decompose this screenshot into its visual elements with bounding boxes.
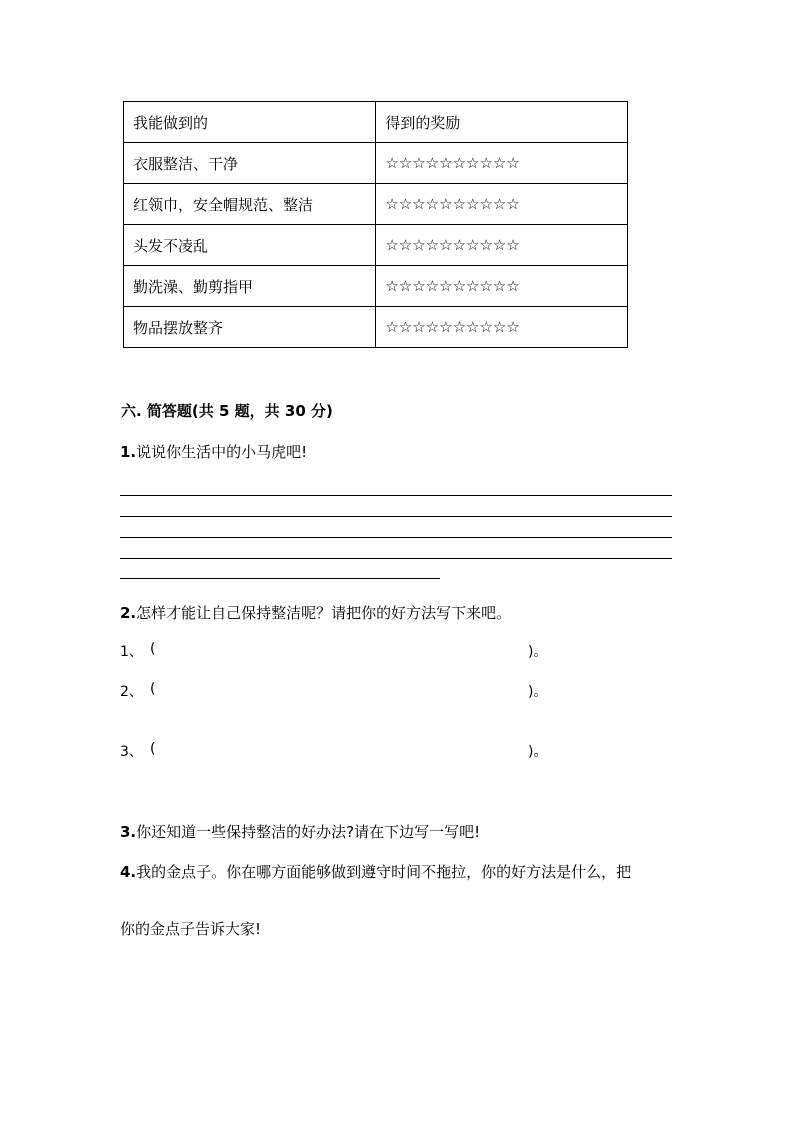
blank-open-paren: ( — [150, 641, 156, 657]
blank-open-paren: ( — [150, 681, 156, 697]
table-header-cell: 得到的奖励 — [376, 102, 628, 143]
table-cell-stars: ☆☆☆☆☆☆☆☆☆☆ — [376, 266, 628, 307]
fill-blank-row[interactable] — [120, 681, 560, 701]
table-cell-item: 衣服整洁、干净 — [124, 143, 376, 184]
table-row — [124, 266, 628, 307]
question-text: 怎样才能让自己保持整洁呢？请把你的好方法写下来吧。 — [136, 604, 512, 622]
table-cell-stars: ☆☆☆☆☆☆☆☆☆☆ — [376, 225, 628, 266]
question-number: 1. — [120, 443, 137, 461]
question-text: 我的金点子。你在哪方面能够做到遵守时间不拖拉，你的好方法是什么，把 — [136, 863, 632, 881]
question-number: 4. — [120, 863, 137, 881]
blank-index: 2、 — [120, 684, 143, 700]
answer-line[interactable] — [120, 516, 672, 517]
blank-open-paren: ( — [150, 741, 156, 757]
table-cell-item: 红领巾，安全帽规范、整洁 — [124, 184, 376, 225]
reward-table — [123, 101, 628, 348]
question-text: 你还知道一些保持整洁的好办法?请在下边写一写吧! — [136, 823, 481, 841]
table-cell-item: 物品摆放整齐 — [124, 307, 376, 348]
table-header-cell: 我能做到的 — [124, 102, 376, 143]
table-row — [124, 143, 628, 184]
question-4-continuation: 你的金点子告诉大家! — [120, 920, 262, 938]
table-cell-stars: ☆☆☆☆☆☆☆☆☆☆ — [376, 184, 628, 225]
question-1 — [120, 441, 307, 462]
table-row — [124, 184, 628, 225]
question-3 — [120, 821, 480, 842]
table-cell-item: 头发不凌乱 — [124, 225, 376, 266]
table-row — [124, 225, 628, 266]
answer-line[interactable] — [120, 558, 672, 559]
blank-close-paren: )。 — [528, 744, 548, 760]
section-title: 六. 简答题(共 5 题，共 30 分) — [121, 402, 333, 420]
question-2 — [120, 602, 511, 623]
answer-line[interactable] — [120, 495, 672, 496]
fill-blank-row[interactable] — [120, 641, 560, 661]
answer-line[interactable] — [120, 578, 440, 579]
blank-index: 1、 — [120, 644, 143, 660]
blank-close-paren: )。 — [528, 684, 548, 700]
question-text: 说说你生活中的小马虎吧! — [136, 443, 308, 461]
question-4 — [120, 861, 631, 882]
blank-index: 3、 — [120, 744, 143, 760]
table-cell-stars: ☆☆☆☆☆☆☆☆☆☆ — [376, 143, 628, 184]
fill-blank-row[interactable] — [120, 741, 560, 761]
table-cell-stars: ☆☆☆☆☆☆☆☆☆☆ — [376, 307, 628, 348]
question-number: 3. — [120, 823, 137, 841]
table-row — [124, 307, 628, 348]
blank-close-paren: )。 — [528, 644, 548, 660]
table-cell-item: 勤洗澡、勤剪指甲 — [124, 266, 376, 307]
answer-line[interactable] — [120, 537, 672, 538]
question-number: 2. — [120, 604, 137, 622]
table-header-row — [124, 102, 628, 143]
